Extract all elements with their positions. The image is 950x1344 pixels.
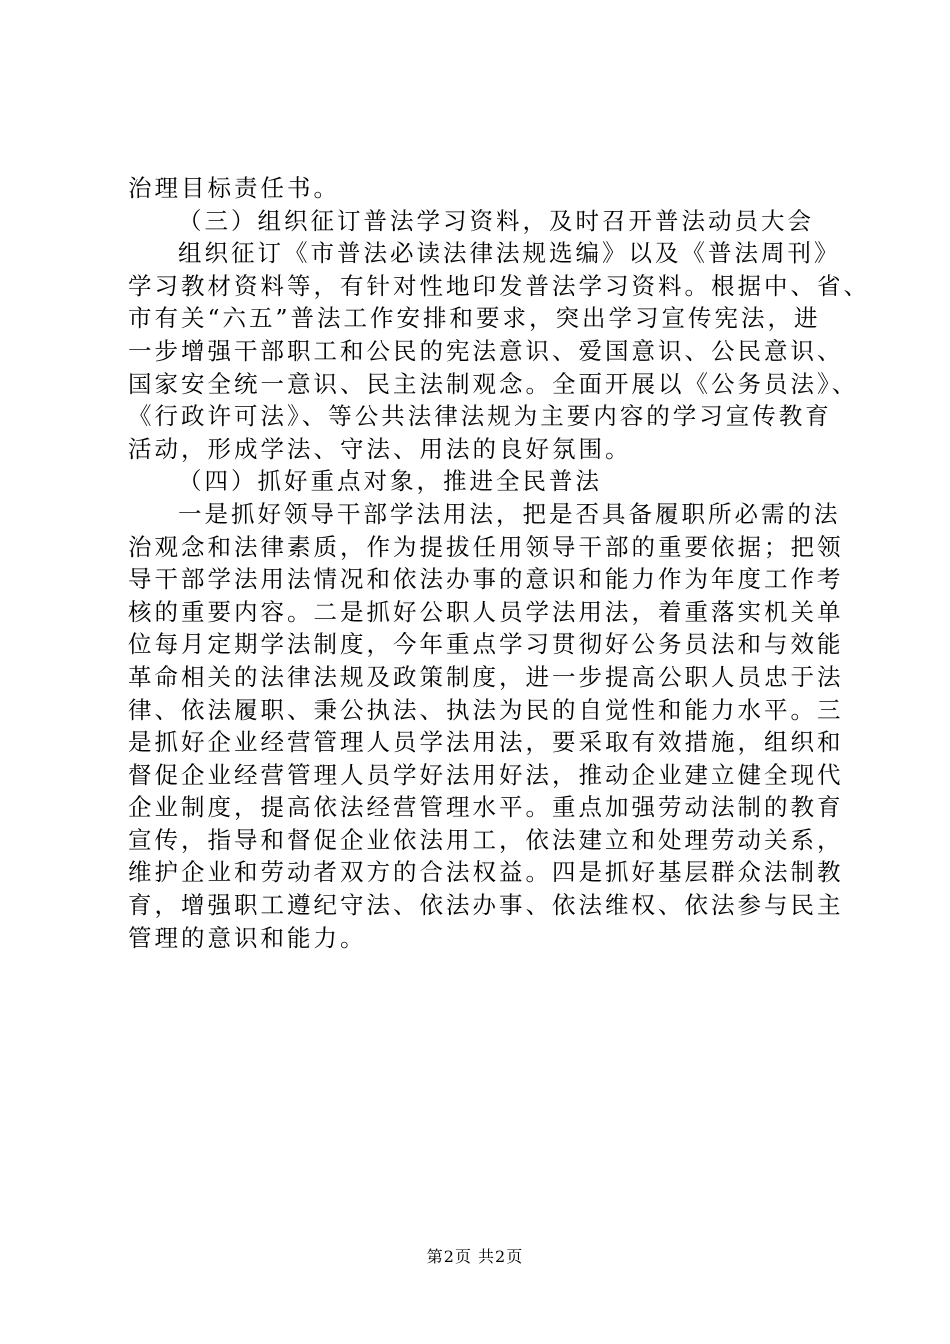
body-line-10: 一是抓好领导干部学法用法，把是否具备履职所必需的法 — [178, 499, 841, 528]
body-line-7: 《行政许可法》、等公共法律法规为主要内容的学习宣传教育 — [128, 402, 832, 431]
body-line-3: 学习教材资料等，有针对性地印发普法学习资料。根据中、省、 — [128, 271, 870, 300]
body-line-5: 一步增强干部职工和公民的宪法意识、爱国意识、公民意识、 — [128, 336, 844, 365]
body-line-19: 企业制度，提高依法经营管理水平。重点加强劳动法制的教育 — [128, 793, 844, 822]
body-line-22: 育，增强职工遵纪守法、依法办事、依法维权、依法参与民主 — [128, 891, 844, 920]
body-line-11: 治观念和法律素质，作为提拔任用领导干部的重要依据；把领 — [128, 532, 844, 561]
section-heading-4: （四）抓好重点对象，推进全民普法 — [178, 467, 602, 496]
body-line-13: 核的重要内容。二是抓好公职人员学法用法，着重落实机关单 — [128, 597, 844, 626]
body-line-4: 市有关“六五”普法工作安排和要求，突出学习宣传宪法，进 — [128, 304, 821, 333]
body-line-20: 宣传，指导和督促企业依法用工，依法建立和处理劳动关系， — [128, 825, 844, 854]
body-line-23: 管理的意识和能力。 — [128, 923, 367, 952]
body-line-8: 活动，形成学法、守法、用法的良好氛围。 — [128, 434, 632, 463]
body-line-16: 律、依法履职、秉公执法、执法为民的自觉性和能力水平。三 — [128, 695, 844, 724]
page-footer — [0, 1244, 950, 1267]
body-line-17: 是抓好企业经营管理人员学法用法，要采取有效措施，组织和 — [128, 728, 844, 757]
document-body — [128, 172, 870, 954]
body-line-6: 国家安全统一意识、民主法制观念。全面开展以《公务员法》、 — [128, 369, 859, 398]
section-heading-3: （三）组织征订普法学习资料，及时召开普法动员大会 — [178, 206, 814, 235]
body-line-2: 组织征订《市普法必读法律法规选编》以及《普法周刊》 — [178, 239, 841, 268]
body-line-21: 维护企业和劳动者双方的合法权益。四是抓好基层群众法制教 — [128, 858, 844, 887]
body-line-0: 治理目标责任书。 — [128, 174, 340, 202]
body-line-12: 导干部学法用法情况和依法办事的意识和能力作为年度工作考 — [128, 565, 844, 594]
body-line-18: 督促企业经营管理人员学好法用好法，推动企业建立健全现代 — [128, 760, 844, 789]
body-line-15: 革命相关的法律法规及政策制度，进一步提高公职人员忠于法 — [128, 662, 844, 691]
body-line-14: 位每月定期学法制度，今年重点学习贯彻好公务员法和与效能 — [128, 630, 844, 659]
page-number: 第2页 共2页 — [426, 1247, 524, 1266]
